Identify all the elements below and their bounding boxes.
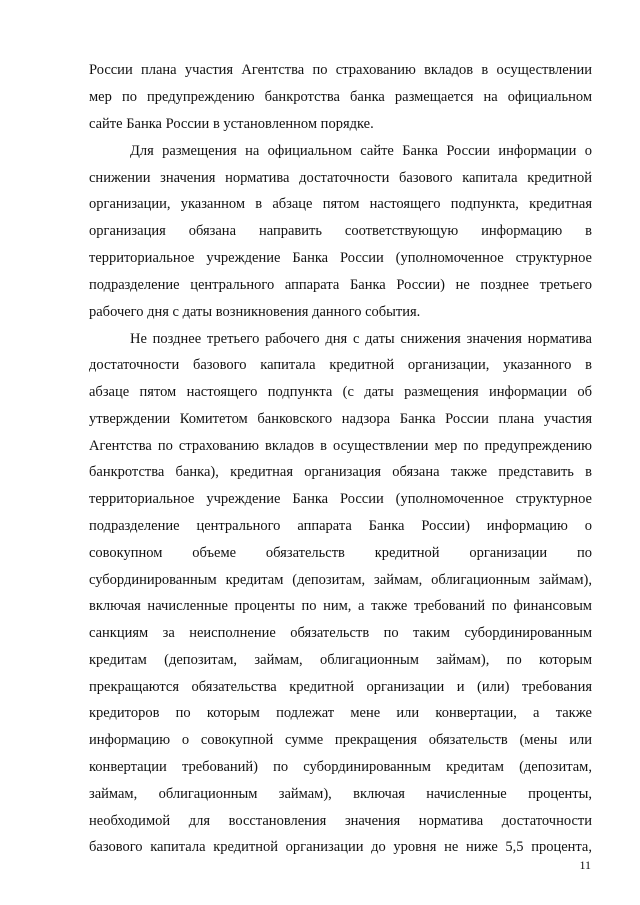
text-line: включая начисленные проценты по ним, а также требований по финансовым (89, 598, 592, 614)
text-line: организация обязана направить соответствующую информацию в (89, 223, 592, 239)
text-line: достаточности базового капитала кредитной организации, указанного в (89, 357, 592, 373)
text-line: кредиторов по которым подлежат мене или конвертации, а также (89, 705, 592, 721)
text-line: России плана участия Агентства по страхованию вкладов в осуществлении (89, 62, 592, 78)
text-line: необходимой для восстановления значения норматива достаточности (89, 813, 592, 829)
page-number: 11 (579, 858, 591, 872)
text-line: конвертации требований) по субординированным кредитам (депозитам, (89, 759, 592, 775)
text-line: мер по предупреждению банкротства банка размещается на официальном (89, 89, 592, 105)
text-line: подразделение центрального аппарата Банка России) информацию о (89, 518, 592, 534)
text-line: базового капитала кредитной организации до уровня не ниже 5,5 процента, (89, 839, 592, 855)
text-line: организации, указанном в абзаце пятом настоящего подпункта, кредитная (89, 196, 592, 212)
text-line: Агентства по страхованию вкладов в осуществлении мер по предупреждению (89, 438, 592, 454)
text-line: займам, облигационным займам), включая начисленные проценты, (89, 786, 592, 802)
text-line: совокупном объеме обязательств кредитной организации по (89, 545, 592, 561)
text-line: информацию о совокупной сумме прекращения обязательств (мены или (89, 732, 592, 748)
text-line: Не позднее третьего рабочего дня с даты снижения значения норматива (130, 331, 592, 347)
text-line: сайте Банка России в установленном порядке. (89, 116, 374, 132)
text-line: рабочего дня с даты возникновения данного события. (89, 304, 421, 320)
text-line: прекращаются обязательства кредитной организации и (или) требования (89, 679, 592, 695)
text-line: абзаце пятом настоящего подпункта (с даты размещения информации об (89, 384, 592, 400)
text-line: кредитам (депозитам, займам, облигационным займам), по которым (89, 652, 592, 668)
text-line: территориальное учреждение Банка России (уполномоченное структурное (89, 250, 592, 266)
text-line: субординированным кредитам (депозитам, займам, облигационным займам), (89, 572, 592, 588)
text-line: подразделение центрального аппарата Банка России) не позднее третьего (89, 277, 592, 293)
text-line: санкциям за неисполнение обязательств по таким субординированным (89, 625, 592, 641)
text-line: Для размещения на официальном сайте Банка России информации о (130, 143, 592, 159)
text-line: утверждении Комитетом банковского надзора Банка России плана участия (89, 411, 592, 427)
text-line: снижении значения норматива достаточности базового капитала кредитной (89, 170, 592, 186)
text-line: банкротства банка), кредитная организация обязана также представить в (89, 464, 592, 480)
text-line: территориальное учреждение Банка России (уполномоченное структурное (89, 491, 592, 507)
